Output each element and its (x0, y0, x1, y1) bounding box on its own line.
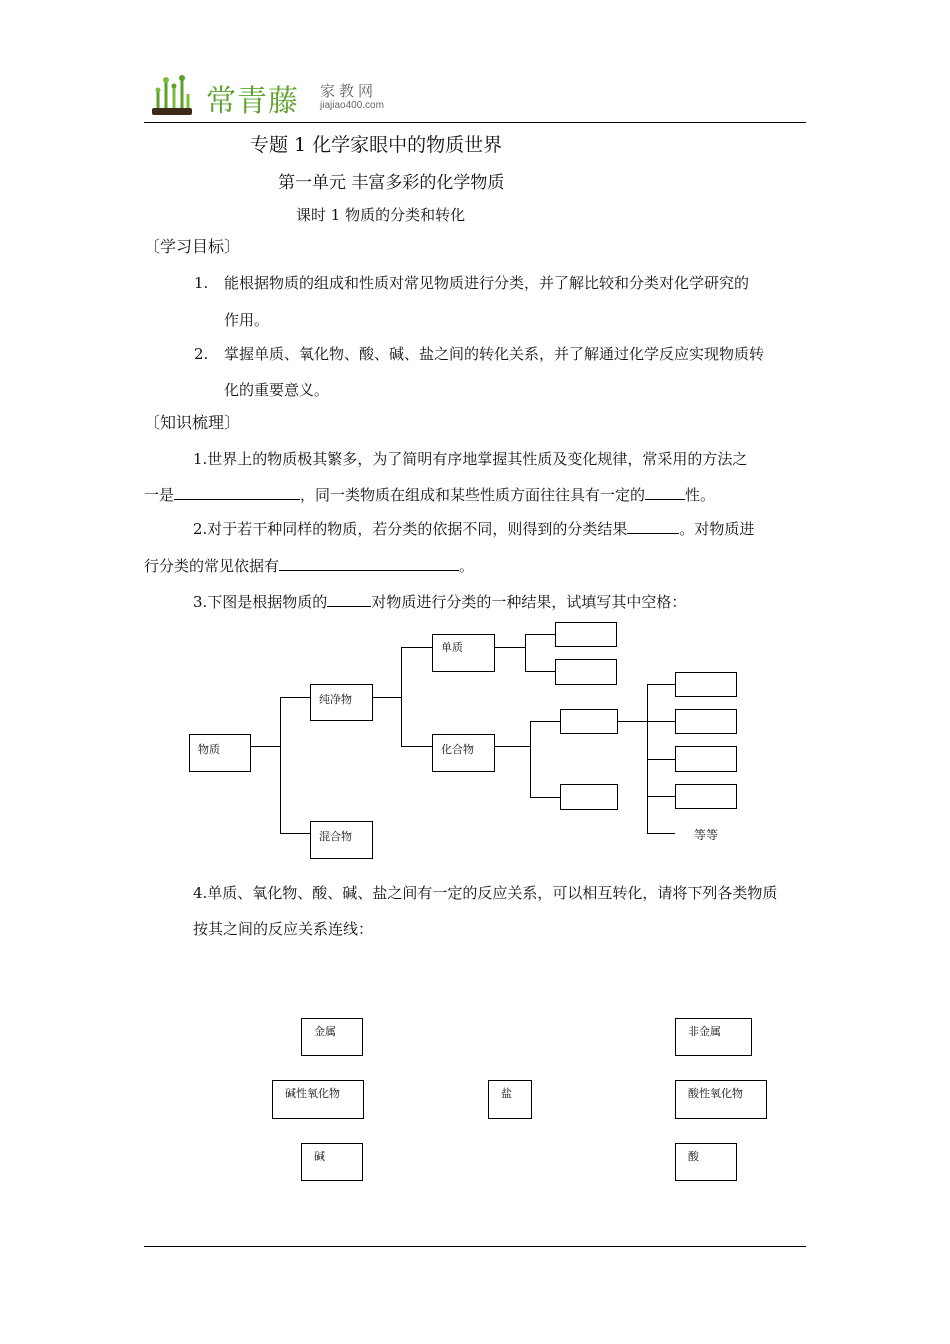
paragraph-4-line-1: 4.单质、氧化物、酸、碱、盐之间有一定的反应关系，可以相互转化，请将下列各类物质 (193, 884, 778, 902)
header-divider (144, 122, 806, 123)
box-basic-oxide[interactable]: 碱性氧化物 (272, 1080, 364, 1119)
blank-box-sub-3[interactable] (675, 746, 737, 772)
p2-text-b: 。对物质进 (679, 520, 755, 538)
node-compound: 化合物 (432, 734, 495, 772)
box-metal[interactable]: 金属 (301, 1018, 363, 1056)
knowledge-heading: 〔知识梳理〕 (144, 413, 241, 432)
site-logo (150, 72, 410, 118)
goal-1-number: 1. (194, 274, 209, 292)
goal-2-number: 2. (194, 345, 209, 363)
p1-text-b: ，同一类物质在组成和某些性质方面往往具有一定的 (300, 486, 646, 504)
paragraph-1-line-1: 1.世界上的物质极其繁多，为了简明有序地掌握其性质及变化规律，常采用的方法之 (193, 450, 748, 468)
etc-label: 等等 (694, 828, 719, 842)
node-mixture: 混合物 (310, 821, 373, 859)
blank-box-sub-1[interactable] (675, 672, 737, 697)
blank-property[interactable] (645, 485, 685, 500)
sprout-logo-icon (150, 72, 200, 118)
footer-divider (144, 1246, 806, 1247)
blank-box-sub-4[interactable] (675, 784, 737, 809)
p3-text-b: 对物质进行分类的一种结果，试填写其中空格： (371, 593, 687, 611)
paragraph-1-line-2 (144, 485, 715, 505)
p2-text-d: 。 (459, 557, 475, 575)
paragraph-2-line-1 (193, 519, 754, 539)
paragraph-2-line-2 (144, 556, 474, 576)
p1-text-c: 性。 (685, 486, 716, 504)
blank-criterion[interactable] (327, 592, 371, 607)
box-acid[interactable]: 酸 (675, 1143, 737, 1181)
blank-basis[interactable] (279, 556, 459, 571)
node-substance: 物质 (189, 734, 251, 772)
topic-title: 专题 1 化学家眼中的物质世界 (250, 134, 503, 156)
p3-text-a: 3.下图是根据物质的 (193, 593, 328, 611)
blank-box-element-1[interactable] (555, 622, 617, 647)
box-base[interactable]: 碱 (301, 1143, 363, 1181)
brand-name: 常青藤 (206, 84, 299, 119)
blank-result[interactable] (627, 519, 679, 534)
paragraph-3 (193, 592, 686, 612)
goal-1-line-2: 作用。 (224, 311, 270, 329)
node-pure-substance: 纯净物 (310, 684, 373, 721)
blank-method[interactable] (174, 485, 300, 500)
brand-url: jiajiao400.com (320, 100, 384, 111)
blank-box-element-2[interactable] (555, 659, 617, 685)
blank-box-sub-2[interactable] (675, 709, 737, 734)
p1-text-a: 一是 (144, 486, 175, 504)
brand-subtitle: 家教网 (320, 82, 378, 100)
goal-2-line-2: 化的重要意义。 (224, 381, 330, 399)
lesson-title: 课时 1 物质的分类和转化 (296, 206, 466, 224)
blank-box-compound-2[interactable] (560, 784, 618, 810)
paragraph-4-line-2: 按其之间的反应关系连线： (193, 920, 374, 938)
goal-2-line-1: 掌握单质、氧化物、酸、碱、盐之间的转化关系，并了解通过化学反应实现物质转 (224, 345, 765, 363)
box-nonmetal[interactable]: 非金属 (675, 1018, 752, 1056)
unit-title: 第一单元 丰富多彩的化学物质 (278, 173, 505, 193)
p2-text-a: 2.对于若干种同样的物质，若分类的依据不同，则得到的分类结果 (193, 520, 628, 538)
p2-text-c: 行分类的常见依据有 (144, 557, 280, 575)
box-salt[interactable]: 盐 (488, 1080, 532, 1119)
node-element: 单质 (432, 634, 495, 672)
blank-box-compound-1[interactable] (560, 709, 618, 734)
goals-heading: 〔学习目标〕 (144, 237, 241, 256)
goal-1-line-1: 能根据物质的组成和性质对常见物质进行分类，并了解比较和分类对化学研究的 (224, 274, 750, 292)
box-acidic-oxide[interactable]: 酸性氧化物 (675, 1080, 767, 1119)
